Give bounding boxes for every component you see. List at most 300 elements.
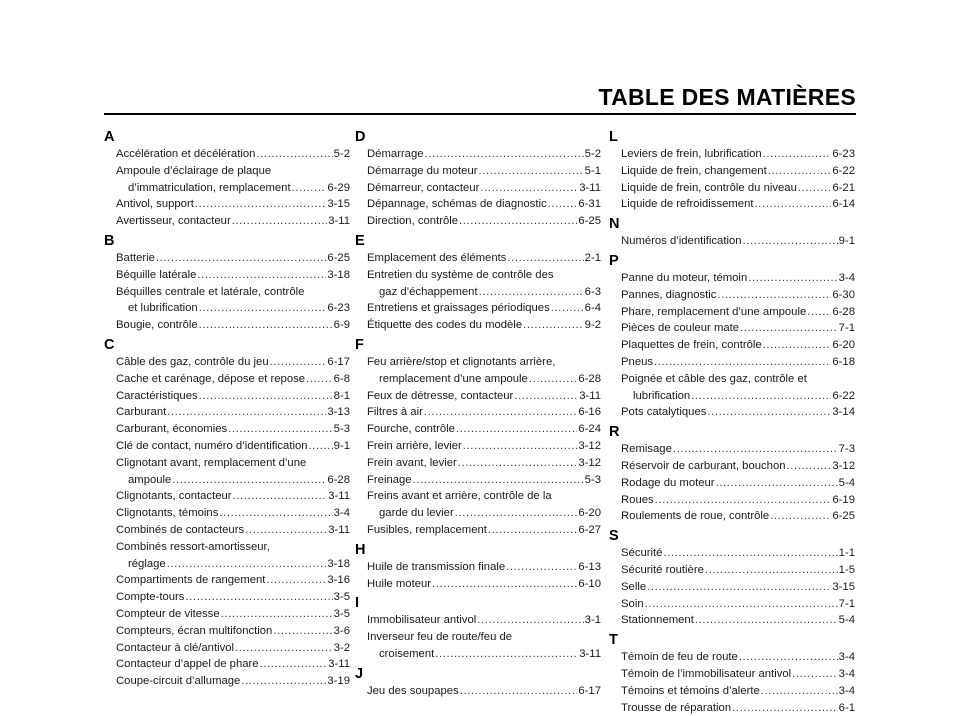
dot-leader [270,354,327,371]
index-entry-page: 6-23 [832,148,855,160]
index-entry [355,559,601,576]
index-entry [104,300,350,317]
index-entry [104,371,350,388]
index-letter-heading: R [609,424,620,441]
index-entry-label: Feux de détresse, contacteur [367,389,514,402]
index-entry-page: 3-6 [333,624,350,637]
index-entry-label: Béquille latérale [116,268,197,281]
dot-leader [228,421,333,438]
dot-leader [273,623,332,640]
dot-leader [488,522,577,539]
dot-leader [507,250,583,267]
index-entry-page: 3-18 [327,557,350,570]
index-entry-page: 3-11 [579,389,601,402]
dot-leader [792,666,838,683]
index-entry [104,250,350,267]
index-entry-page: 3-13 [327,406,350,419]
dot-leader [309,438,333,455]
index-entry [609,337,855,354]
index-entry [104,196,350,213]
dot-leader [432,576,577,593]
index-entry [104,572,350,589]
index-entry-label: Liquide de frein, contrôle du niveau [621,181,797,194]
dot-leader [763,337,832,354]
index-entry-page: 7-1 [838,597,855,610]
index-entry-label: Jeu des soupapes [367,684,459,697]
index-entry-label: Compartiments de rangement [116,574,266,587]
index-entry [104,267,350,284]
index-entry-label: Phare, remplacement d’une ampoule [621,305,807,318]
index-entry-page: 2-1 [584,251,601,264]
index-entry-page: 6-28 [578,372,601,385]
dot-leader [695,612,838,629]
index-entry [355,612,601,629]
dot-leader [266,572,326,589]
index-entry-label: Roulements de roue, contrôle [621,510,770,523]
dot-leader [260,656,328,673]
dot-leader [654,354,831,371]
index-entry-page: 3-1 [584,614,601,627]
index-entry [609,270,855,287]
index-entry [104,146,350,163]
index-entry-page: 6-13 [578,560,601,573]
page-title: TABLE DES MATIÈRES [598,84,856,110]
index-entry-label: Remisage [621,443,672,456]
index-entry [104,404,350,421]
index-entry [355,196,601,213]
index-entry [355,371,601,388]
index-entry-label: Trousse de réparation [621,701,732,714]
index-entry-label: Compteur de vitesse [116,607,220,620]
index-entry-page: 1-1 [838,547,855,560]
dot-leader [755,196,832,213]
index-entry-page: 6-22 [832,389,855,402]
index-entry [609,404,855,421]
index-entry-label: Direction, contrôle [367,215,459,228]
index-entry-label: Fusibles, remplacement [367,523,487,536]
index-entry-label: Sécurité routière [621,563,704,576]
index-entry-label: Liquide de frein, changement [621,164,767,177]
index-entry-label: Témoin de l’immobilisateur antivol [621,667,792,680]
index-entry-label: Frein arrière, levier [367,439,462,452]
dot-leader [763,146,832,163]
index-entry [609,354,855,371]
index-entry-first-line: Béquilles centrale et latérale, contrôle [116,285,305,298]
index-entry-page: 3-19 [327,675,350,688]
index-entry [609,458,855,475]
index-entry-page: 3-5 [333,607,350,620]
index-entry [355,213,601,230]
index-entry-label: Contacteur d’appel de phare [116,658,259,671]
index-entry-page: 6-10 [578,577,601,590]
index-letter-heading: T [609,632,618,649]
dot-leader [716,475,838,492]
index-entry-page: 3-15 [832,580,855,593]
index-entry-label: lubrification [633,389,691,402]
index-column-1 [104,126,350,690]
dot-leader [647,579,831,596]
dot-leader [477,612,583,629]
index-entry-label: Leviers de frein, lubrification [621,148,762,160]
index-entry-label: Témoin de feu de route [621,651,738,664]
index-entry [609,388,855,405]
dot-leader [479,163,584,180]
index-entry-label: Numéros d’identification [621,235,742,248]
index-entry-page: 5-3 [333,423,350,436]
index-entry-first-line: Poignée et câble des gaz, contrôle et [621,372,807,385]
index-entry [104,438,350,455]
index-entry-page: 6-4 [584,302,601,315]
index-entry-page: 3-2 [333,641,350,654]
dot-leader [506,559,577,576]
dot-leader [424,404,578,421]
index-entry-label: Pièces de couleur mate [621,322,740,335]
index-entry [609,612,855,629]
index-entry-page: 6-28 [832,305,855,318]
index-entry-page: 1-5 [838,563,855,576]
index-entry-label: Roues [621,493,654,506]
dot-leader [167,404,326,421]
index-entry-label: Démarrage du moteur [367,164,478,177]
index-entry-page: 3-11 [579,647,601,660]
index-entry-label: Contacteur à clé/antivol [116,641,235,654]
index-entry-page: 3-4 [838,684,855,697]
index-letter-heading: H [355,541,366,558]
index-entry-page: 5-4 [838,614,855,627]
dot-leader [199,317,333,334]
index-entry-label: Fourche, contrôle [367,423,455,436]
index-entry-label: Huile de transmission finale [367,560,506,573]
index-entry [355,683,601,700]
dot-leader [459,213,577,230]
dot-leader [245,522,327,539]
dot-leader [241,673,326,690]
index-entry-label: Coupe-circuit d’allumage [116,675,241,688]
dot-leader [199,388,333,405]
index-letter-heading: B [104,232,115,249]
dot-leader [167,556,327,573]
dot-leader [233,488,328,505]
dot-leader [739,649,838,666]
index-entry-page: 6-22 [832,164,855,177]
index-letter-heading: E [355,232,365,249]
index-entry-label: Compteurs, écran multifonction [116,624,273,637]
index-entry [609,196,855,213]
index-entry-page: 7-1 [838,322,855,335]
dot-leader [292,180,327,197]
dot-leader [185,589,332,606]
index-entry-page: 5-3 [584,473,601,486]
index-entry-label: Immobilisateur antivol [367,614,477,627]
index-entry-label: Pannes, diagnostic [621,288,717,301]
dot-leader [717,287,831,304]
index-entry [355,146,601,163]
index-entry-page: 3-12 [578,439,601,452]
index-entry-label: Cache et carénage, dépose et repose [116,372,306,385]
index-entry-label: Réservoir de carburant, bouchon [621,459,786,472]
dot-leader [798,180,832,197]
index-entry [609,596,855,613]
index-entry [104,640,350,657]
index-entry-label: Entretiens et graissages périodiques [367,302,550,315]
index-entry [609,700,855,716]
dot-leader [523,317,584,334]
index-entry [609,649,855,666]
index-entry-label: Sécurité [621,547,663,560]
index-entry-label: Bougie, contrôle [116,319,198,332]
index-letter-heading: C [104,336,115,353]
dot-leader [807,304,831,321]
dot-leader [740,320,838,337]
dot-leader [551,300,584,317]
dot-leader [707,404,831,421]
index-entry [355,284,601,301]
index-entry [609,492,855,509]
index-entry-label: Freinage [367,473,412,486]
dot-leader [655,492,832,509]
index-entry-page: 5-4 [838,476,855,489]
index-entry-page: 3-12 [832,459,855,472]
index-letter-heading: S [609,528,619,545]
index-entry [609,545,855,562]
index-entry [104,606,350,623]
index-entry-page: 6-8 [333,372,350,385]
index-entry-first-line: Entretien du système de contrôle des [367,268,554,281]
index-entry-label: Caractéristiques [116,389,198,402]
index-entry [609,320,855,337]
index-entry-page: 3-11 [579,181,601,194]
index-entry-page: 3-4 [838,667,855,680]
index-entry-page: 6-29 [327,181,350,194]
index-entry-label: Liquide de refroidissement [621,198,754,211]
index-entry-page: 5-1 [584,164,601,177]
index-letter-heading: L [609,129,618,145]
dot-leader [306,371,333,388]
index-entry-page: 3-18 [327,268,350,281]
dot-leader [219,505,332,522]
index-entry [104,472,350,489]
index-column-2 [355,126,601,700]
index-entry-page: 3-11 [328,658,350,671]
dot-leader [195,196,327,213]
dot-leader [748,270,837,287]
index-entry-label: Plaquettes de frein, contrôle [621,339,762,352]
index-entry-label: garde du levier [379,507,454,520]
index-entry-label: Pots catalytiques [621,406,707,419]
index-entry [609,579,855,596]
dot-leader [732,700,838,716]
index-entry [355,522,601,539]
index-entry-page: 6-16 [578,406,601,419]
index-entry [104,623,350,640]
index-entry [104,180,350,197]
title-rule [104,113,856,115]
index-entry-page: 6-28 [327,473,350,486]
dot-leader [458,455,578,472]
index-entry-label: Emplacement des éléments [367,251,507,264]
index-entry-label: Démarrage [367,148,424,160]
index-column-3 [609,126,855,716]
index-entry-page: 6-18 [832,355,855,368]
index-entry-page: 6-24 [578,423,601,436]
index-entry [355,455,601,472]
index-entry-label: Carburant [116,406,167,419]
index-entry-label: Dépannage, schémas de diagnostic [367,198,547,211]
dot-leader [663,545,837,562]
dot-leader [232,213,328,230]
index-entry-page: 6-17 [578,684,601,697]
index-entry [104,522,350,539]
index-entry [104,317,350,334]
index-entry [355,472,601,489]
index-entry [609,233,855,250]
index-entry [104,673,350,690]
index-letter-heading: D [355,129,366,145]
index-entry-page: 7-3 [838,443,855,456]
index-entry-page: 6-20 [578,507,601,520]
dot-leader [413,472,584,489]
index-letter-heading: N [609,216,620,233]
index-entry-label: Clignotants, contacteur [116,490,232,503]
index-entry-label: Batterie [116,251,155,264]
dot-leader [787,458,832,475]
index-entry-label: Filtres à air [367,406,423,419]
index-entry-label: Accélération et décélération [116,148,256,160]
index-entry-page: 6-3 [584,285,601,298]
index-entry-label: Carburant, économies [116,423,228,436]
index-entry [104,421,350,438]
index-entry [104,505,350,522]
index-entry-label: croisement [379,647,435,660]
dot-leader [460,683,578,700]
dot-leader [455,505,578,522]
dot-leader [673,441,838,458]
dot-leader [770,508,831,525]
index-entry-page: 6-30 [832,288,855,301]
index-entry-page: 6-23 [327,302,350,315]
index-entry-page: 6-25 [832,510,855,523]
index-entry-label: ampoule [128,473,172,486]
index-entry-label: remplacement d’une ampoule [379,372,528,385]
index-letter-heading: A [104,129,115,145]
index-entry [355,388,601,405]
index-entry-page: 6-20 [832,339,855,352]
index-entry-label: Clignotants, témoins [116,507,219,520]
index-entry-page: 6-1 [838,701,855,714]
index-entry-page: 6-21 [832,181,855,194]
dot-leader [256,146,332,163]
index-entry [355,576,601,593]
index-entry-page: 9-1 [838,235,855,248]
index-entry-page: 3-11 [328,523,350,536]
index-letter-heading: I [355,595,360,612]
index-entry-first-line: Freins avant et arrière, contrôle de la [367,490,552,503]
index-entry-label: Câble des gaz, contrôle du jeu [116,355,269,368]
index-entry-page: 9-2 [584,319,601,332]
index-entry-page: 3-14 [832,406,855,419]
index-entry [355,421,601,438]
dot-leader [768,163,832,180]
index-entry [355,505,601,522]
index-entry-label: Compte-tours [116,591,185,604]
index-entry [609,475,855,492]
index-entry-first-line: Inverseur feu de route/feu de [367,631,513,644]
index-entry-first-line: Combinés ressort-amortisseur, [116,540,270,553]
index-entry [609,666,855,683]
index-entry-page: 6-19 [832,493,855,506]
index-entry [104,213,350,230]
index-letter-heading: P [609,252,619,269]
index-entry-label: Soin [621,597,644,610]
index-entry-page: 5-2 [584,148,601,160]
index-entry-first-line: Clignotant avant, remplacement d’une [116,456,307,469]
index-entry-page: 6-14 [832,198,855,211]
index-entry-page: 3-16 [327,574,350,587]
dot-leader [479,284,584,301]
index-letter-heading: F [355,336,364,353]
index-entry [104,656,350,673]
index-entry-label: Témoins et témoins d’alerte [621,684,760,697]
index-entry [609,287,855,304]
index-entry-first-line: Feu arrière/stop et clignotants arrière, [367,355,556,368]
index-entry-page: 6-25 [578,215,601,228]
dot-leader [743,233,838,250]
dot-leader [425,146,584,163]
index-entry-page: 6-17 [327,355,350,368]
index-entry-label: et lubrification [128,302,198,315]
index-entry-page: 3-5 [333,591,350,604]
dot-leader [235,640,333,657]
dot-leader [221,606,333,623]
index-entry [104,388,350,405]
index-entry [355,438,601,455]
dot-leader [456,421,577,438]
index-entry [355,646,601,663]
index-entry [355,250,601,267]
index-entry-label: d’immatriculation, remplacement [128,181,291,194]
index-entry [609,441,855,458]
dot-leader [514,388,578,405]
index-entry-label: gaz d’échappement [379,285,478,298]
index-entry-label: Combinés de contacteurs [116,523,245,536]
index-entry-label: Frein avant, levier [367,456,457,469]
index-entry [609,180,855,197]
index-entry-page: 3-12 [578,456,601,469]
index-entry-page: 3-11 [328,490,350,503]
dot-leader [529,371,578,388]
index-entry-label: Selle [621,580,647,593]
index-entry [355,163,601,180]
dot-leader [197,267,326,284]
dot-leader [761,683,838,700]
index-entry-label: Pneus [621,355,654,368]
dot-leader [463,438,578,455]
dot-leader [691,388,831,405]
index-entry [609,146,855,163]
index-entry-label: Stationnement [621,614,694,627]
index-entry [609,163,855,180]
index-entry-label: Huile moteur [367,577,432,590]
index-entry-label: Antivol, support [116,198,194,211]
index-entry-page: 3-15 [327,198,350,211]
index-entry-first-line: Ampoule d’éclairage de plaque [116,164,272,177]
index-entry-label: réglage [128,557,166,570]
index-entry [104,556,350,573]
dot-leader [199,300,327,317]
index-entry-page: 3-11 [328,215,350,228]
dot-leader [156,250,326,267]
index-entry [609,683,855,700]
